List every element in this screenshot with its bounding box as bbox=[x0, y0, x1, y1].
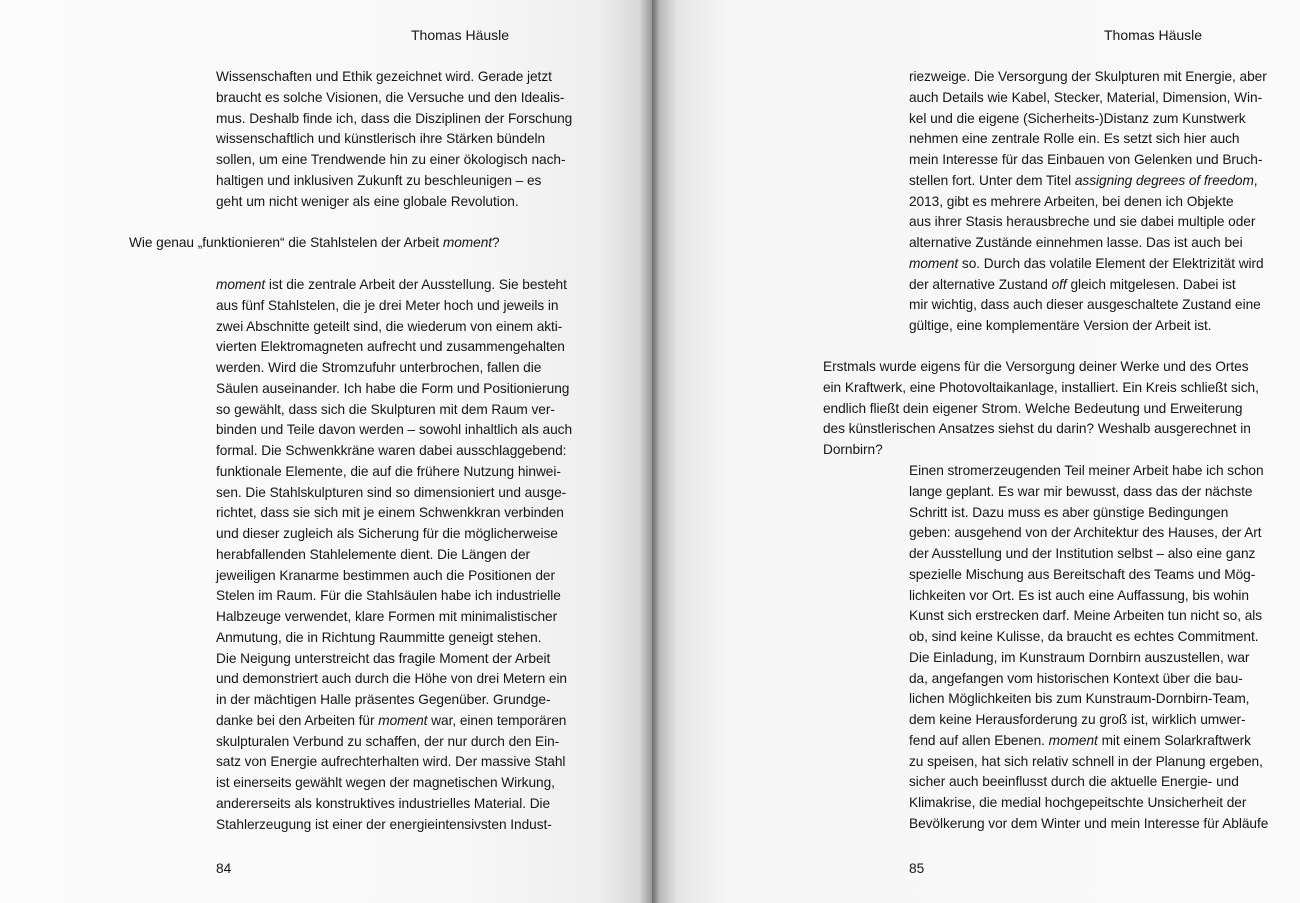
text-line: mus. Deshalb finde ich, dass die Disziplinen der Forschung bbox=[216, 110, 573, 126]
text-line: fend auf allen Ebenen. moment mit einem Solarkraftwerk bbox=[909, 732, 1251, 748]
text-line: richtet, dass sie sich mit je einem Schwenkkran verbinden bbox=[216, 505, 564, 521]
text-line: Klimakrise, die medial hochgepeitschte Unsicherheit der bbox=[909, 795, 1247, 810]
italic-title: moment bbox=[909, 255, 959, 271]
text-line: zu speisen, hat sich relativ schnell in der Planung ergeben, bbox=[909, 753, 1263, 769]
text-line: lichkeiten vor Ort. Es ist auch eine Auffassung, bis wohin bbox=[909, 587, 1249, 603]
question-line: Wie genau „funktionieren“ die Stahlstelen der Arbeit moment? bbox=[129, 235, 500, 250]
text-line: geben: ausgehend von der Architektur des Hauses, der Art bbox=[909, 525, 1262, 541]
text-line: moment so. Durch das volatile Element der Elektrizität wird bbox=[909, 255, 1264, 271]
interview-question bbox=[129, 233, 500, 254]
text-line: lange geplant. Es war mir bewusst, dass das der nächste bbox=[909, 483, 1253, 499]
text-line: stellen fort. Unter dem Titel assigning degrees of freedom, bbox=[909, 172, 1258, 188]
text-line: Stahlerzeugung ist einer der energieintensivsten Indust- bbox=[216, 816, 552, 832]
text-line: Schritt ist. Dazu muss es aber günstige Bedingungen bbox=[909, 504, 1229, 520]
text-line: Die Neigung unterstreicht das fragile Moment der Arbeit bbox=[216, 650, 551, 666]
text-line: sen. Die Stahlskulpturen sind so dimensioniert und ausge- bbox=[216, 484, 567, 500]
text-line: mir wichtig, dass auch dieser ausgeschaltete Zustand eine bbox=[909, 297, 1261, 313]
text-line: moment ist die zentrale Arbeit der Ausstellung. Sie besteht bbox=[216, 277, 567, 292]
page-number: 84 bbox=[216, 861, 232, 876]
text-line: spezielle Mischung aus Bereitschaft des Teams und Mög- bbox=[909, 566, 1256, 582]
text-line: kel und die eigene (Sicherheits-)Distanz zum Kunstwerk bbox=[909, 110, 1246, 126]
text-line: andererseits als konstruktives industrielles Material. Die bbox=[216, 795, 551, 811]
text-line: wissenschaftlich und künstlerisch ihre Stärken bündeln bbox=[216, 131, 546, 147]
text-line: geht um nicht weniger als eine globale Revolution. bbox=[216, 193, 519, 209]
text-line: Säulen auseinander. Ich habe die Form und Positionierung bbox=[216, 380, 570, 396]
text-line: satz von Energie aufrechterhalten wird. Der massive Stahl bbox=[216, 754, 566, 770]
text-line: lichen Möglichkeiten bis zum Kunstraum-Dornbirn-Team, bbox=[909, 691, 1250, 707]
text-line: gültige, eine komplementäre Version der Arbeit ist. bbox=[909, 318, 1212, 333]
text-line: sicher auch beeinflusst durch die aktuelle Energie- und bbox=[909, 774, 1239, 790]
answer-text bbox=[216, 275, 572, 835]
text-line: werden. Wird die Stromzufuhr unterbrochen, fallen die bbox=[216, 360, 542, 375]
text-line: 2013, gibt es mehrere Arbeiten, bei denen ich Objekte bbox=[909, 193, 1234, 209]
text-line: Wissenschaften und Ethik gezeichnet wird. Gerade jetzt bbox=[216, 69, 552, 84]
text-line: ist einerseits gewählt wegen der magnetischen Wirkung, bbox=[216, 775, 555, 790]
interview-question bbox=[823, 357, 1259, 461]
running-head: Thomas Häusle bbox=[1104, 27, 1203, 43]
text-line: Bevölkerung vor dem Winter und mein Interesse für Abläufe bbox=[909, 815, 1269, 831]
text-line: nehmen eine zentrale Rolle ein. Es setzt sich hier auch bbox=[909, 131, 1240, 147]
text-line: in der mächtigen Halle präsentes Gegenüber. Grundge- bbox=[216, 692, 551, 707]
right-page bbox=[652, 0, 1300, 903]
text-line: alternative Zustände einnehmen lasse. Das ist auch bei bbox=[909, 235, 1243, 250]
text-line: skulpturalen Verbund zu schaffen, der nur durch den Ein- bbox=[216, 733, 560, 749]
text-line: und dieser zugleich als Sicherung für die möglicherweise bbox=[216, 526, 558, 541]
text-line: endlich fließt dein eigener Strom. Welche Bedeutung und Erweiterung bbox=[823, 400, 1243, 416]
text-line: da, angefangen vom historischen Kontext über die bau- bbox=[909, 670, 1243, 686]
answer-text bbox=[909, 461, 1268, 835]
text-line: der alternative Zustand off gleich mitgelesen. Dabei ist bbox=[909, 276, 1236, 292]
text-line: jeweiligen Kranarme bestimmen auch die Positionen der bbox=[216, 567, 555, 583]
italic-title: off bbox=[1051, 276, 1067, 292]
text-line: dem keine Herausforderung zu groß ist, wirklich umwer- bbox=[909, 712, 1246, 727]
text-line: danke bei den Arbeiten für moment war, einen temporären bbox=[216, 712, 567, 728]
text-line: aus ihrer Stasis herausbreche und sie dabei multiple oder bbox=[909, 214, 1256, 230]
text-line: auch Details wie Kabel, Stecker, Material, Dimension, Win- bbox=[909, 89, 1263, 105]
text-line: Erstmals wurde eigens für die Versorgung deiner Werke und des Ortes bbox=[823, 359, 1249, 374]
text-line: Dornbirn? bbox=[823, 442, 883, 457]
text-line: mein Interesse für das Einbauen von Gelenken und Bruch- bbox=[909, 152, 1263, 167]
text-line: funktionale Elemente, die auf die frühere Nutzung hinwei- bbox=[216, 463, 561, 479]
text-line: ob, sind keine Kulisse, da braucht es echtes Commitment. bbox=[909, 629, 1259, 644]
text-line: zwei Abschnitte geteilt sind, die wiederum von einem akti- bbox=[216, 318, 563, 334]
answer-text-continued bbox=[909, 67, 1267, 337]
italic-title: moment bbox=[216, 277, 266, 292]
text-line: braucht es solche Visionen, die Versuche und den Idealis- bbox=[216, 89, 565, 105]
text-line: und demonstriert auch durch die Höhe von drei Metern ein bbox=[216, 671, 567, 687]
page-number: 85 bbox=[909, 861, 925, 876]
text-line: vierten Elektromagneten aufrecht und zusammengehalten bbox=[216, 339, 565, 355]
text-line: so gewählt, dass sich die Skulpturen mit dem Raum ver- bbox=[216, 401, 555, 417]
italic-title: moment bbox=[378, 712, 428, 728]
text-line: des künstlerischen Ansatzes siehst du darin? Weshalb ausgerechnet in bbox=[823, 421, 1251, 437]
text-line: riezweige. Die Versorgung der Skulpturen mit Energie, aber bbox=[909, 69, 1267, 84]
text-line: binden und Teile davon werden – sowohl inhaltlich als auch bbox=[216, 422, 573, 438]
text-line: aus fünf Stahlstelen, die je drei Meter hoch und jeweils in bbox=[216, 297, 559, 313]
text-line: Die Einladung, im Kunstraum Dornbirn auszustellen, war bbox=[909, 649, 1250, 665]
running-head: Thomas Häusle bbox=[411, 27, 510, 43]
text-line: Einen stromerzeugenden Teil meiner Arbeit habe ich schon bbox=[909, 463, 1264, 478]
text-line: Stelen im Raum. Für die Stahlsäulen habe ich industrielle bbox=[216, 588, 561, 604]
text-line: formal. Die Schwenkkräne waren dabei ausschlaggebend: bbox=[216, 443, 567, 458]
text-line: Halbzeuge verwendet, klare Formen mit minimalistischer bbox=[216, 609, 558, 624]
text-line: der Ausstellung und der Institution selbst – also eine ganz bbox=[909, 546, 1256, 561]
text-line: herabfallenden Stahlelemente dient. Die Längen der bbox=[216, 546, 531, 562]
text-line: sollen, um eine Trendwende hin zu einer ökologisch nach- bbox=[216, 152, 566, 167]
italic-title: moment bbox=[1048, 732, 1098, 748]
text-line: haltigen und inklusiven Zukunft zu beschleunigen – es bbox=[216, 172, 542, 188]
text-line: ein Kraftwerk, eine Photovoltaikanlage, installiert. Ein Kreis schließt sich, bbox=[823, 379, 1259, 395]
answer-text-continued bbox=[216, 67, 572, 212]
text-line: Kunst sich erstrecken darf. Meine Arbeiten tun nicht so, als bbox=[909, 608, 1263, 624]
italic-title: assigning degrees of freedom bbox=[1074, 172, 1254, 188]
text-line: Anmutung, die in Richtung Raummitte geneigt stehen. bbox=[216, 629, 542, 645]
